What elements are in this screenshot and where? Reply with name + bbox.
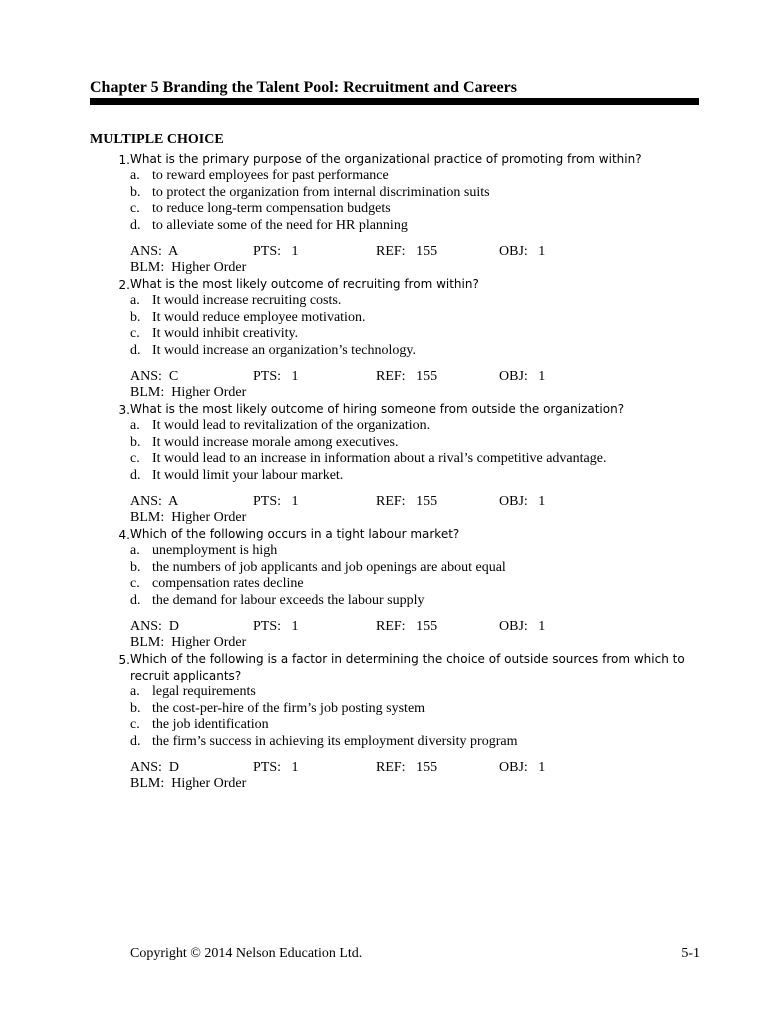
option-text: It would increase morale among executives. (152, 434, 399, 450)
blooms-level: BLM: Higher Order (130, 776, 247, 791)
option-text: the job identification (152, 717, 269, 732)
option-letter: b. (130, 184, 141, 200)
option-text: to reduce long-term compensation budgets (152, 201, 391, 216)
question-number: 5. (118, 653, 130, 667)
objective-number: OBJ: 1 (499, 244, 546, 259)
answer-metadata (130, 760, 700, 792)
answer-options (130, 418, 700, 484)
question-item (90, 151, 700, 276)
option-text: It would lead to revitalization of the organization. (152, 418, 431, 433)
option-letter: c. (130, 576, 140, 591)
option-text: the cost-per-hire of the firm’s job posting system (152, 700, 426, 716)
answer-option (130, 451, 700, 468)
answer-option (130, 701, 700, 718)
objective-number: OBJ: 1 (499, 760, 546, 775)
points-value: PTS: 1 (253, 619, 299, 634)
option-text: It would increase an organization’s technology. (152, 342, 416, 358)
option-letter: b. (130, 700, 141, 716)
answer-key: ANS: A (130, 494, 179, 509)
answer-metadata (130, 494, 700, 526)
section-heading: MULTIPLE CHOICE (90, 132, 224, 147)
question-text: What is the most likely outcome of recruiting from within? (130, 277, 479, 291)
blooms-level: BLM: Higher Order (130, 510, 247, 525)
answer-option (130, 560, 700, 577)
option-letter: d. (130, 733, 141, 749)
blooms-level: BLM: Higher Order (130, 635, 247, 650)
option-letter: d. (130, 217, 141, 233)
answer-option (130, 293, 700, 310)
answer-option (130, 734, 700, 751)
answer-option (130, 543, 700, 560)
option-letter: a. (130, 543, 140, 558)
answer-option (130, 468, 700, 485)
answer-key: ANS: D (130, 760, 180, 775)
option-letter: b. (130, 309, 141, 325)
answer-option (130, 343, 700, 360)
option-text: to alleviate some of the need for HR planning (152, 217, 408, 233)
option-text: It would lead to an increase in information about a rival’s competitive advantage. (152, 451, 607, 466)
answer-option (130, 326, 700, 343)
option-letter: a. (130, 168, 140, 183)
option-letter: c. (130, 451, 140, 466)
answer-metadata (130, 369, 700, 401)
answer-option (130, 168, 700, 185)
answer-options (130, 293, 700, 359)
page-reference: REF: 155 (376, 619, 438, 634)
answer-option (130, 218, 700, 235)
answer-metadata (130, 244, 700, 276)
option-text: compensation rates decline (152, 576, 304, 591)
objective-number: OBJ: 1 (499, 619, 546, 634)
question-number: 3. (118, 403, 130, 417)
question-number: 2. (118, 278, 130, 292)
option-text: It would limit your labour market. (152, 467, 344, 483)
question-item (90, 276, 700, 401)
points-value: PTS: 1 (253, 369, 299, 384)
option-letter: d. (130, 342, 141, 358)
answer-option (130, 684, 700, 701)
answer-key: ANS: A (130, 244, 179, 259)
option-letter: a. (130, 684, 140, 699)
objective-number: OBJ: 1 (499, 494, 546, 509)
title-rule (90, 98, 699, 105)
copyright-notice: Copyright © 2014 Nelson Education Ltd. (130, 946, 363, 961)
answer-option (130, 435, 700, 452)
question-item (90, 526, 700, 651)
option-letter: a. (130, 418, 140, 433)
option-letter: c. (130, 201, 140, 216)
points-value: PTS: 1 (253, 494, 299, 509)
chapter-title: Chapter 5 Branding the Talent Pool: Recruitment and Careers (90, 79, 517, 96)
points-value: PTS: 1 (253, 760, 299, 775)
option-text: to protect the organization from internal discrimination suits (152, 184, 490, 200)
answer-key: ANS: C (130, 369, 179, 384)
option-text: to reward employees for past performance (152, 168, 389, 183)
answer-key: ANS: D (130, 619, 180, 634)
question-text: Which of the following is a factor in determining the choice of outside sources from which to recruit applicants? (130, 652, 685, 683)
question-number: 4. (118, 528, 130, 542)
blooms-level: BLM: Higher Order (130, 385, 247, 400)
answer-option (130, 310, 700, 327)
option-text: unemployment is high (152, 543, 278, 558)
option-text: the demand for labour exceeds the labour supply (152, 592, 425, 608)
page-reference: REF: 155 (376, 760, 438, 775)
page-reference: REF: 155 (376, 244, 438, 259)
question-number: 1. (118, 153, 130, 167)
page-reference: REF: 155 (376, 369, 438, 384)
question-text: Which of the following occurs in a tight labour market? (130, 527, 460, 541)
page-number: 5-1 (681, 946, 700, 961)
answer-option (130, 201, 700, 218)
objective-number: OBJ: 1 (499, 369, 546, 384)
answer-options (130, 543, 700, 609)
question-list (90, 151, 700, 792)
answer-option (130, 418, 700, 435)
question-text: What is the most likely outcome of hiring someone from outside the organization? (130, 402, 625, 416)
option-letter: b. (130, 434, 141, 450)
answer-option (130, 717, 700, 734)
question-item (90, 651, 700, 792)
question-text: What is the primary purpose of the organizational practice of promoting from within? (130, 152, 642, 166)
option-text: the numbers of job applicants and job openings are about equal (152, 559, 506, 575)
answer-options (130, 168, 700, 234)
option-letter: a. (130, 293, 140, 308)
option-letter: b. (130, 559, 141, 575)
option-text: legal requirements (152, 684, 256, 699)
answer-metadata (130, 619, 700, 651)
option-letter: c. (130, 326, 140, 341)
option-text: It would increase recruiting costs. (152, 293, 342, 308)
answer-option (130, 593, 700, 610)
option-text: It would inhibit creativity. (152, 326, 299, 341)
answer-option (130, 185, 700, 202)
blooms-level: BLM: Higher Order (130, 260, 247, 275)
option-text: the firm’s success in achieving its employment diversity program (152, 733, 518, 749)
answer-option (130, 576, 700, 593)
option-letter: d. (130, 467, 141, 483)
page-reference: REF: 155 (376, 494, 438, 509)
question-item (90, 401, 700, 526)
option-text: It would reduce employee motivation. (152, 309, 366, 325)
points-value: PTS: 1 (253, 244, 299, 259)
option-letter: d. (130, 592, 141, 608)
answer-options (130, 684, 700, 750)
option-letter: c. (130, 717, 140, 732)
